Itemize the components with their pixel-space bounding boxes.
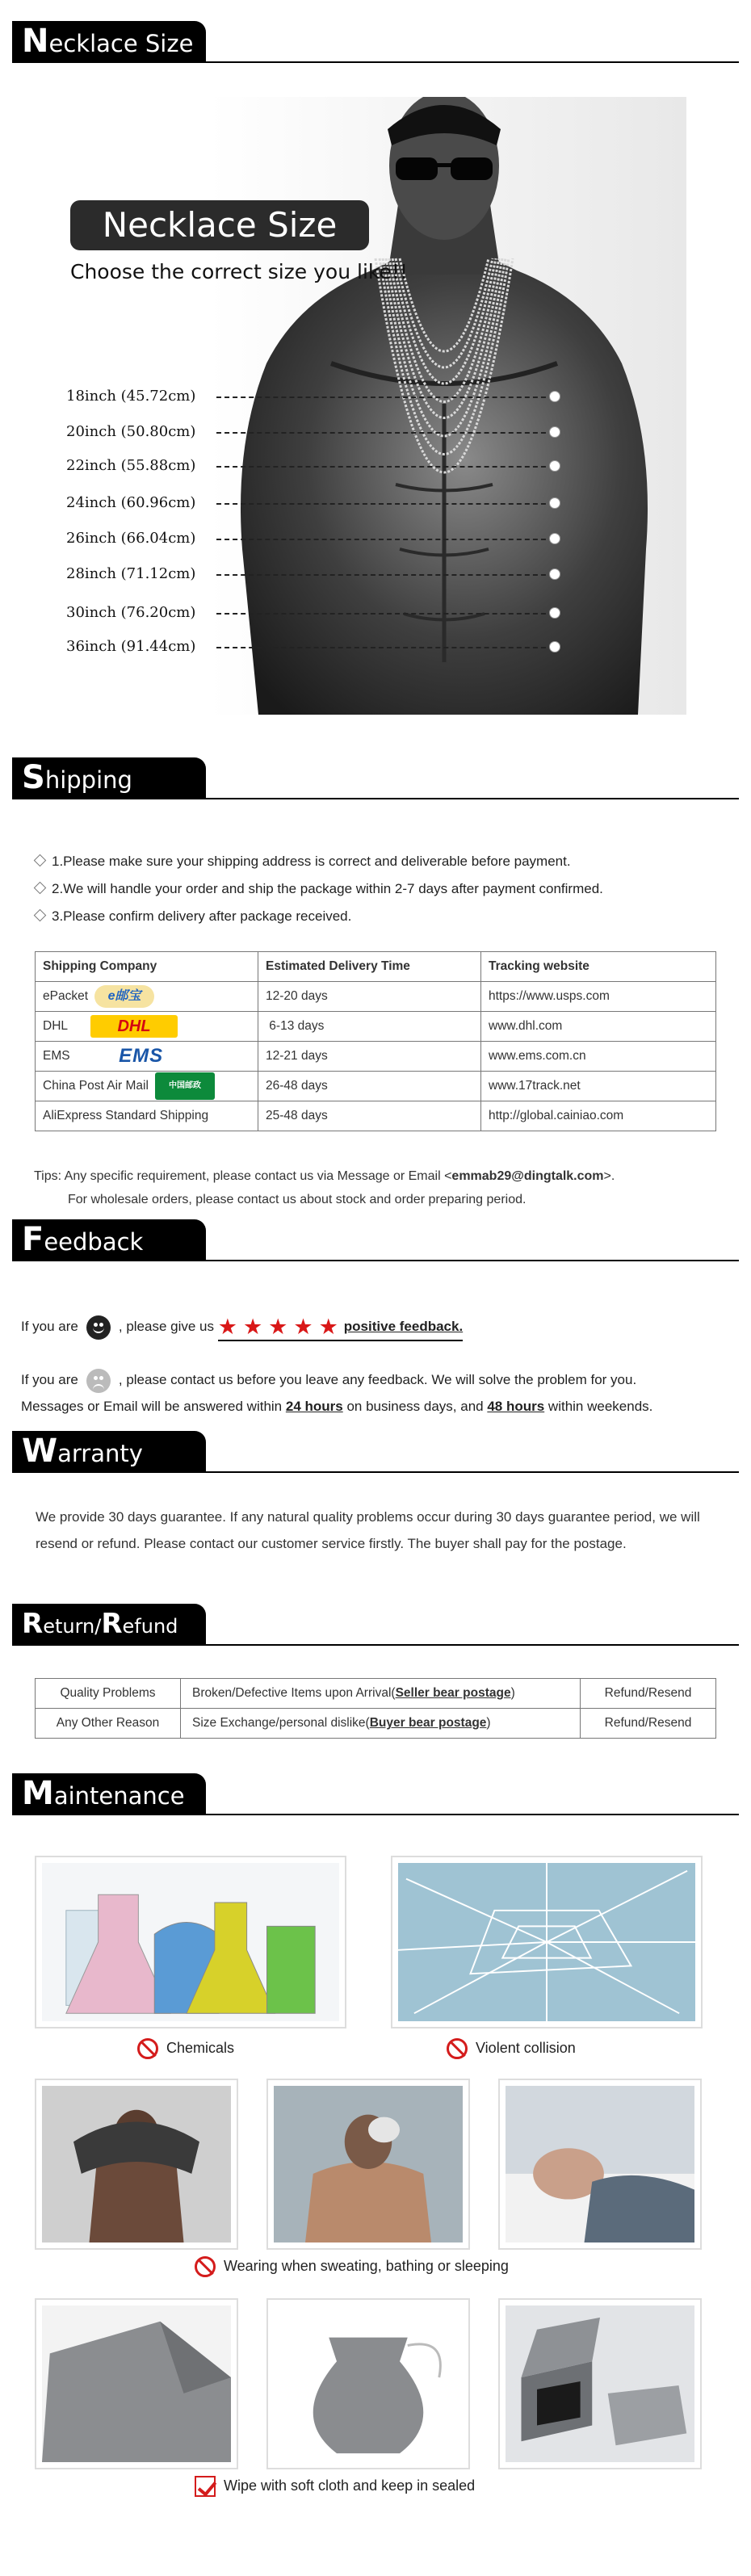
shipping-note: 3.Please confirm delivery after package received. <box>36 903 603 930</box>
table-header: Shipping Company <box>36 952 258 982</box>
diamond-icon <box>34 909 47 922</box>
shipping-note: 1.Please make sure your shipping address is correct and deliverable before payment. <box>36 848 603 875</box>
size-label: 26inch (66.04cm) <box>66 530 196 547</box>
wipe-caption: Wipe with soft cloth and keep in sealed <box>195 2476 475 2497</box>
table-row: AliExpress Standard Shipping 25-48 days http://global.cainiao.com <box>36 1101 716 1131</box>
table-header-row <box>36 952 716 982</box>
return-table <box>35 1678 716 1739</box>
diamond-icon <box>34 854 47 867</box>
header-initial: S <box>22 759 45 796</box>
size-marker <box>549 460 560 472</box>
size-marker <box>549 497 560 509</box>
table-row: Any Other Reason Size Exchange/personal dislike(Buyer bear postage) Refund/Resend <box>36 1709 716 1739</box>
box-image <box>498 2298 702 2469</box>
header-text: hipping <box>44 766 132 794</box>
header-initial: R <box>22 1608 44 1640</box>
shipping-tips: Tips: Any specific requirement, please contact us via Message or Email <emmab29@dingtalk.com>. For wholesale orders, please contact us about stock and order preparing period. <box>34 1169 615 1206</box>
table-row: China Post Air Mail 中国邮政 26-48 days www.17track.net <box>36 1072 716 1101</box>
shipping-notes <box>36 848 603 930</box>
diamond-icon <box>34 882 47 895</box>
size-marker <box>549 391 560 402</box>
warranty-header <box>0 1431 751 1473</box>
tracking-link: http://global.cainiao.com <box>481 1101 716 1131</box>
header-text: aintenance <box>53 1782 185 1810</box>
tracking-link: www.17track.net <box>481 1072 716 1101</box>
size-marker <box>549 568 560 580</box>
header-text: arranty <box>57 1440 143 1467</box>
header-initial: M <box>22 1775 54 1812</box>
size-row <box>66 638 486 657</box>
chemicals-image <box>35 1856 346 2028</box>
shipping-note: 2.We will handle your order and ship the package within 2-7 days after payment confirmed. <box>36 875 603 903</box>
checkbox-icon <box>195 2476 216 2497</box>
sad-face-icon <box>86 1369 111 1393</box>
tracking-link: https://www.usps.com <box>481 982 716 1012</box>
table-row: EMS EMS 12-21 days www.ems.com.cn <box>36 1042 716 1072</box>
contact-email: emmab29@dingtalk.com <box>451 1169 604 1183</box>
size-label: 22inch (55.88cm) <box>66 457 196 474</box>
prohibited-icon <box>137 2038 158 2059</box>
sleeping-image <box>498 2079 702 2250</box>
positive-feedback-line: If you are , please give us ★★★★★positive feedback. <box>21 1315 463 1341</box>
warranty-text: We provide 30 days guarantee. If any natural quality problems occur during 30 days guarantee period, we will resend or refund. Please contact our customer service firstly. The buyer shall pay for the postage. <box>36 1509 700 1551</box>
size-marker <box>549 641 560 652</box>
feedback-header <box>0 1219 751 1261</box>
size-row <box>66 494 486 514</box>
dhl-logo: DHL <box>90 1015 178 1038</box>
shipping-header <box>0 757 751 799</box>
collision-caption: Violent collision <box>447 2038 576 2059</box>
epacket-logo: e邮宝 <box>94 985 154 1008</box>
collision-image <box>391 1856 703 2028</box>
negative-feedback-text: If you are , please contact us before you leave any feedback. We will solve the problem for you. Messages or Email will be answered within 24 hours on business days, and 48 hours within weekends. <box>21 1366 652 1420</box>
header-initial: N <box>22 23 49 60</box>
maintenance-header <box>0 1773 751 1815</box>
table-header: Estimated Delivery Time <box>258 952 481 982</box>
bathing-image <box>266 2079 470 2250</box>
pouch-image <box>266 2298 470 2469</box>
size-marker <box>549 607 560 619</box>
size-label: 18inch (45.72cm) <box>66 388 196 405</box>
five-star-icon: ★★★★★ <box>217 1315 344 1339</box>
size-row <box>66 530 486 549</box>
size-label: 36inch (91.44cm) <box>66 638 196 655</box>
tracking-link: www.ems.com.cn <box>481 1042 716 1072</box>
size-row <box>66 388 486 407</box>
table-header: Tracking website <box>481 952 716 982</box>
size-row <box>66 604 486 623</box>
necklace-size-title: Necklace Size <box>70 200 369 250</box>
size-label: 28inch (71.12cm) <box>66 565 196 582</box>
ems-logo: EMS <box>101 1044 182 1068</box>
china-post-logo: 中国邮政 <box>155 1072 215 1100</box>
size-label: 24inch (60.96cm) <box>66 494 196 511</box>
shipping-table <box>35 951 716 1131</box>
necklace-size-header <box>0 21 751 63</box>
tracking-link: www.dhl.com <box>481 1012 716 1042</box>
table-row: ePacket e邮宝 12-20 days https://www.usps.com <box>36 982 716 1012</box>
header-text: ecklace Size <box>48 30 194 57</box>
happy-face-icon <box>86 1315 111 1340</box>
size-label: 20inch (50.80cm) <box>66 423 196 440</box>
size-marker <box>549 533 560 544</box>
header-initial: F <box>22 1221 44 1258</box>
prohibited-icon <box>195 2256 216 2277</box>
table-row: Quality Problems Broken/Defective Items upon Arrival(Seller bear postage) Refund/Resend <box>36 1679 716 1709</box>
cloth-image <box>35 2298 238 2469</box>
necklace-size-subtitle: Choose the correct size you like!! <box>70 260 408 283</box>
size-row <box>66 565 486 585</box>
header-text: eedback <box>44 1228 144 1256</box>
size-label: 30inch (76.20cm) <box>66 604 196 621</box>
size-row <box>66 423 486 443</box>
size-row <box>66 457 486 476</box>
sweating-caption: Wearing when sweating, bathing or sleeping <box>195 2256 509 2277</box>
header-initial: W <box>22 1433 58 1470</box>
table-row: DHL DHL 6-13 days www.dhl.com <box>36 1012 716 1042</box>
chemicals-caption: Chemicals <box>137 2038 234 2059</box>
prohibited-icon <box>447 2038 468 2059</box>
sweating-image <box>35 2079 238 2250</box>
return-refund-header: Return/Refund <box>0 1604 751 1646</box>
size-marker <box>549 426 560 438</box>
